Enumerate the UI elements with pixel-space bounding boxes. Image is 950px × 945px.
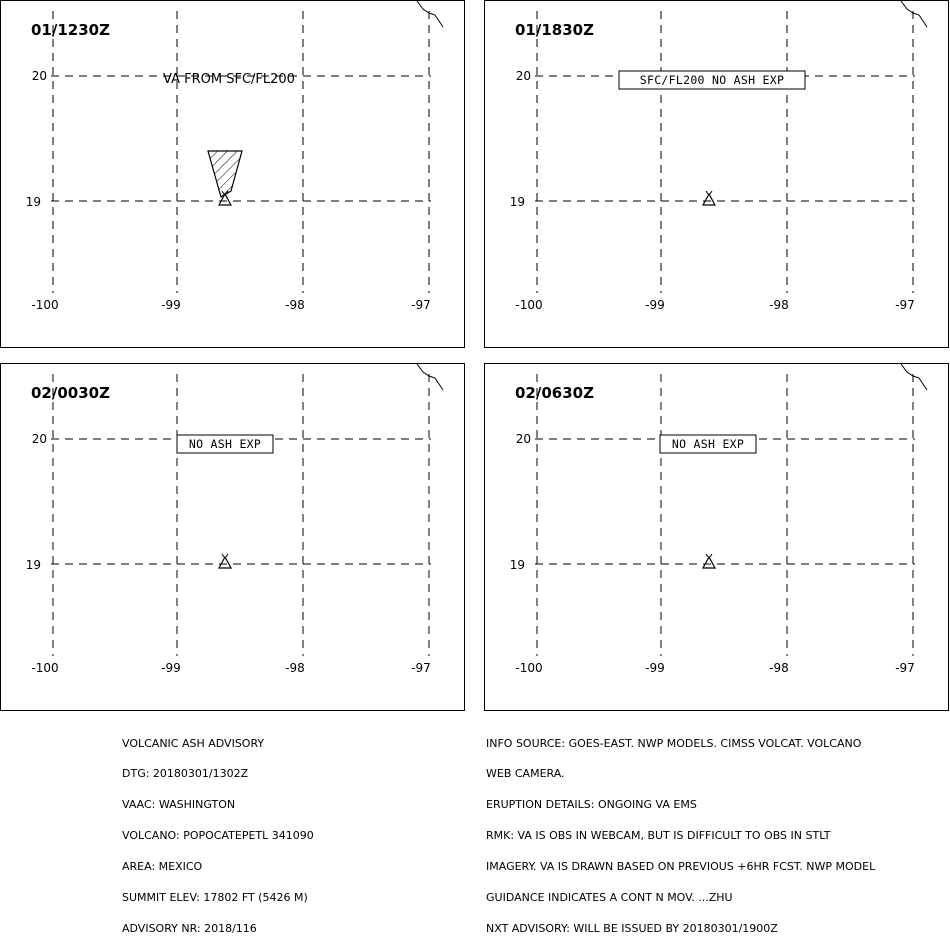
lon-label-100: -100 (31, 661, 59, 675)
advisory-line: GUIDANCE INDICATES A CONT N MOV. ...ZHU (486, 891, 733, 905)
lon-label-100: -100 (515, 298, 543, 312)
ash-cloud-polygon (208, 151, 242, 197)
lat-label-20: 20 (515, 432, 531, 446)
lon-label-98: -98 (769, 661, 789, 675)
panel-note: NO ASH EXP (188, 437, 262, 451)
panel-time: 01/1830Z (515, 21, 594, 39)
advisory-line: WEB CAMERA. (486, 767, 565, 781)
advisory-details-block (486, 718, 875, 945)
advisory-header-block (122, 718, 314, 945)
lat-label-19: 19 (509, 195, 525, 209)
lat-label-20: 20 (515, 69, 531, 83)
lat-label-19: 19 (25, 195, 41, 209)
panel-note: VA FROM SFC/FL200 (163, 72, 295, 87)
map-canvas (485, 364, 949, 711)
panel-note: NO ASH EXP (671, 437, 745, 451)
volcano-icon (703, 554, 715, 568)
lon-label-99: -99 (161, 661, 181, 675)
lon-label-99: -99 (161, 298, 181, 312)
advisory-line: ERUPTION DETAILS: ONGOING VA EMS (486, 798, 697, 812)
lon-label-100: -100 (515, 661, 543, 675)
lat-label-19: 19 (509, 558, 525, 572)
coastline (417, 1, 443, 27)
advisory-line: ADVISORY NR: 2018/116 (122, 921, 257, 935)
panel-time: 01/1230Z (31, 21, 110, 39)
lon-label-97: -97 (895, 298, 915, 312)
map-canvas (1, 1, 465, 348)
forecast-panel-3 (0, 363, 465, 711)
advisory-line: SUMMIT ELEV: 17802 FT (5426 M) (122, 891, 308, 905)
panel-time: 02/0030Z (31, 384, 110, 402)
advisory-line: VOLCANIC ASH ADVISORY (122, 736, 265, 750)
advisory-line: DTG: 20180301/1302Z (122, 767, 249, 781)
advisory-line: NXT ADVISORY: WILL BE ISSUED BY 20180301/1900Z (486, 921, 778, 935)
coastline (417, 364, 443, 390)
advisory-line: RMK: VA IS OBS IN WEBCAM, BUT IS DIFFICULT TO OBS IN STLT (486, 829, 831, 843)
advisory-line: VAAC: WASHINGTON (122, 798, 236, 812)
forecast-panel-1 (0, 0, 465, 348)
coastline (901, 1, 927, 27)
lon-label-98: -98 (769, 298, 789, 312)
panel-time: 02/0630Z (515, 384, 594, 402)
lat-label-19: 19 (25, 558, 41, 572)
volcano-icon (703, 191, 715, 205)
lon-label-97: -97 (411, 661, 431, 675)
advisory-line: AREA: MEXICO (122, 860, 203, 874)
forecast-panel-2 (484, 0, 949, 348)
lon-label-97: -97 (895, 661, 915, 675)
lat-label-20: 20 (31, 69, 47, 83)
lon-label-100: -100 (31, 298, 59, 312)
advisory-line: IMAGERY. VA IS DRAWN BASED ON PREVIOUS +6HR FCST. NWP MODEL (486, 860, 876, 874)
lon-label-99: -99 (645, 661, 665, 675)
graticule (535, 11, 915, 293)
coastline (901, 364, 927, 390)
lon-label-97: -97 (411, 298, 431, 312)
lon-label-98: -98 (285, 298, 305, 312)
map-canvas (485, 1, 949, 348)
lat-label-20: 20 (31, 432, 47, 446)
volcano-icon (219, 554, 231, 568)
lon-label-98: -98 (285, 661, 305, 675)
forecast-panel-4 (484, 363, 949, 711)
graticule (535, 374, 915, 656)
lon-label-99: -99 (645, 298, 665, 312)
panel-note: SFC/FL200 NO ASH EXP (639, 73, 785, 87)
map-canvas (1, 364, 465, 711)
graticule (51, 374, 431, 656)
advisory-line: VOLCANO: POPOCATEPETL 341090 (122, 829, 314, 843)
advisory-line: INFO SOURCE: GOES-EAST. NWP MODELS. CIMSS VOLCAT. VOLCANO (486, 736, 862, 750)
